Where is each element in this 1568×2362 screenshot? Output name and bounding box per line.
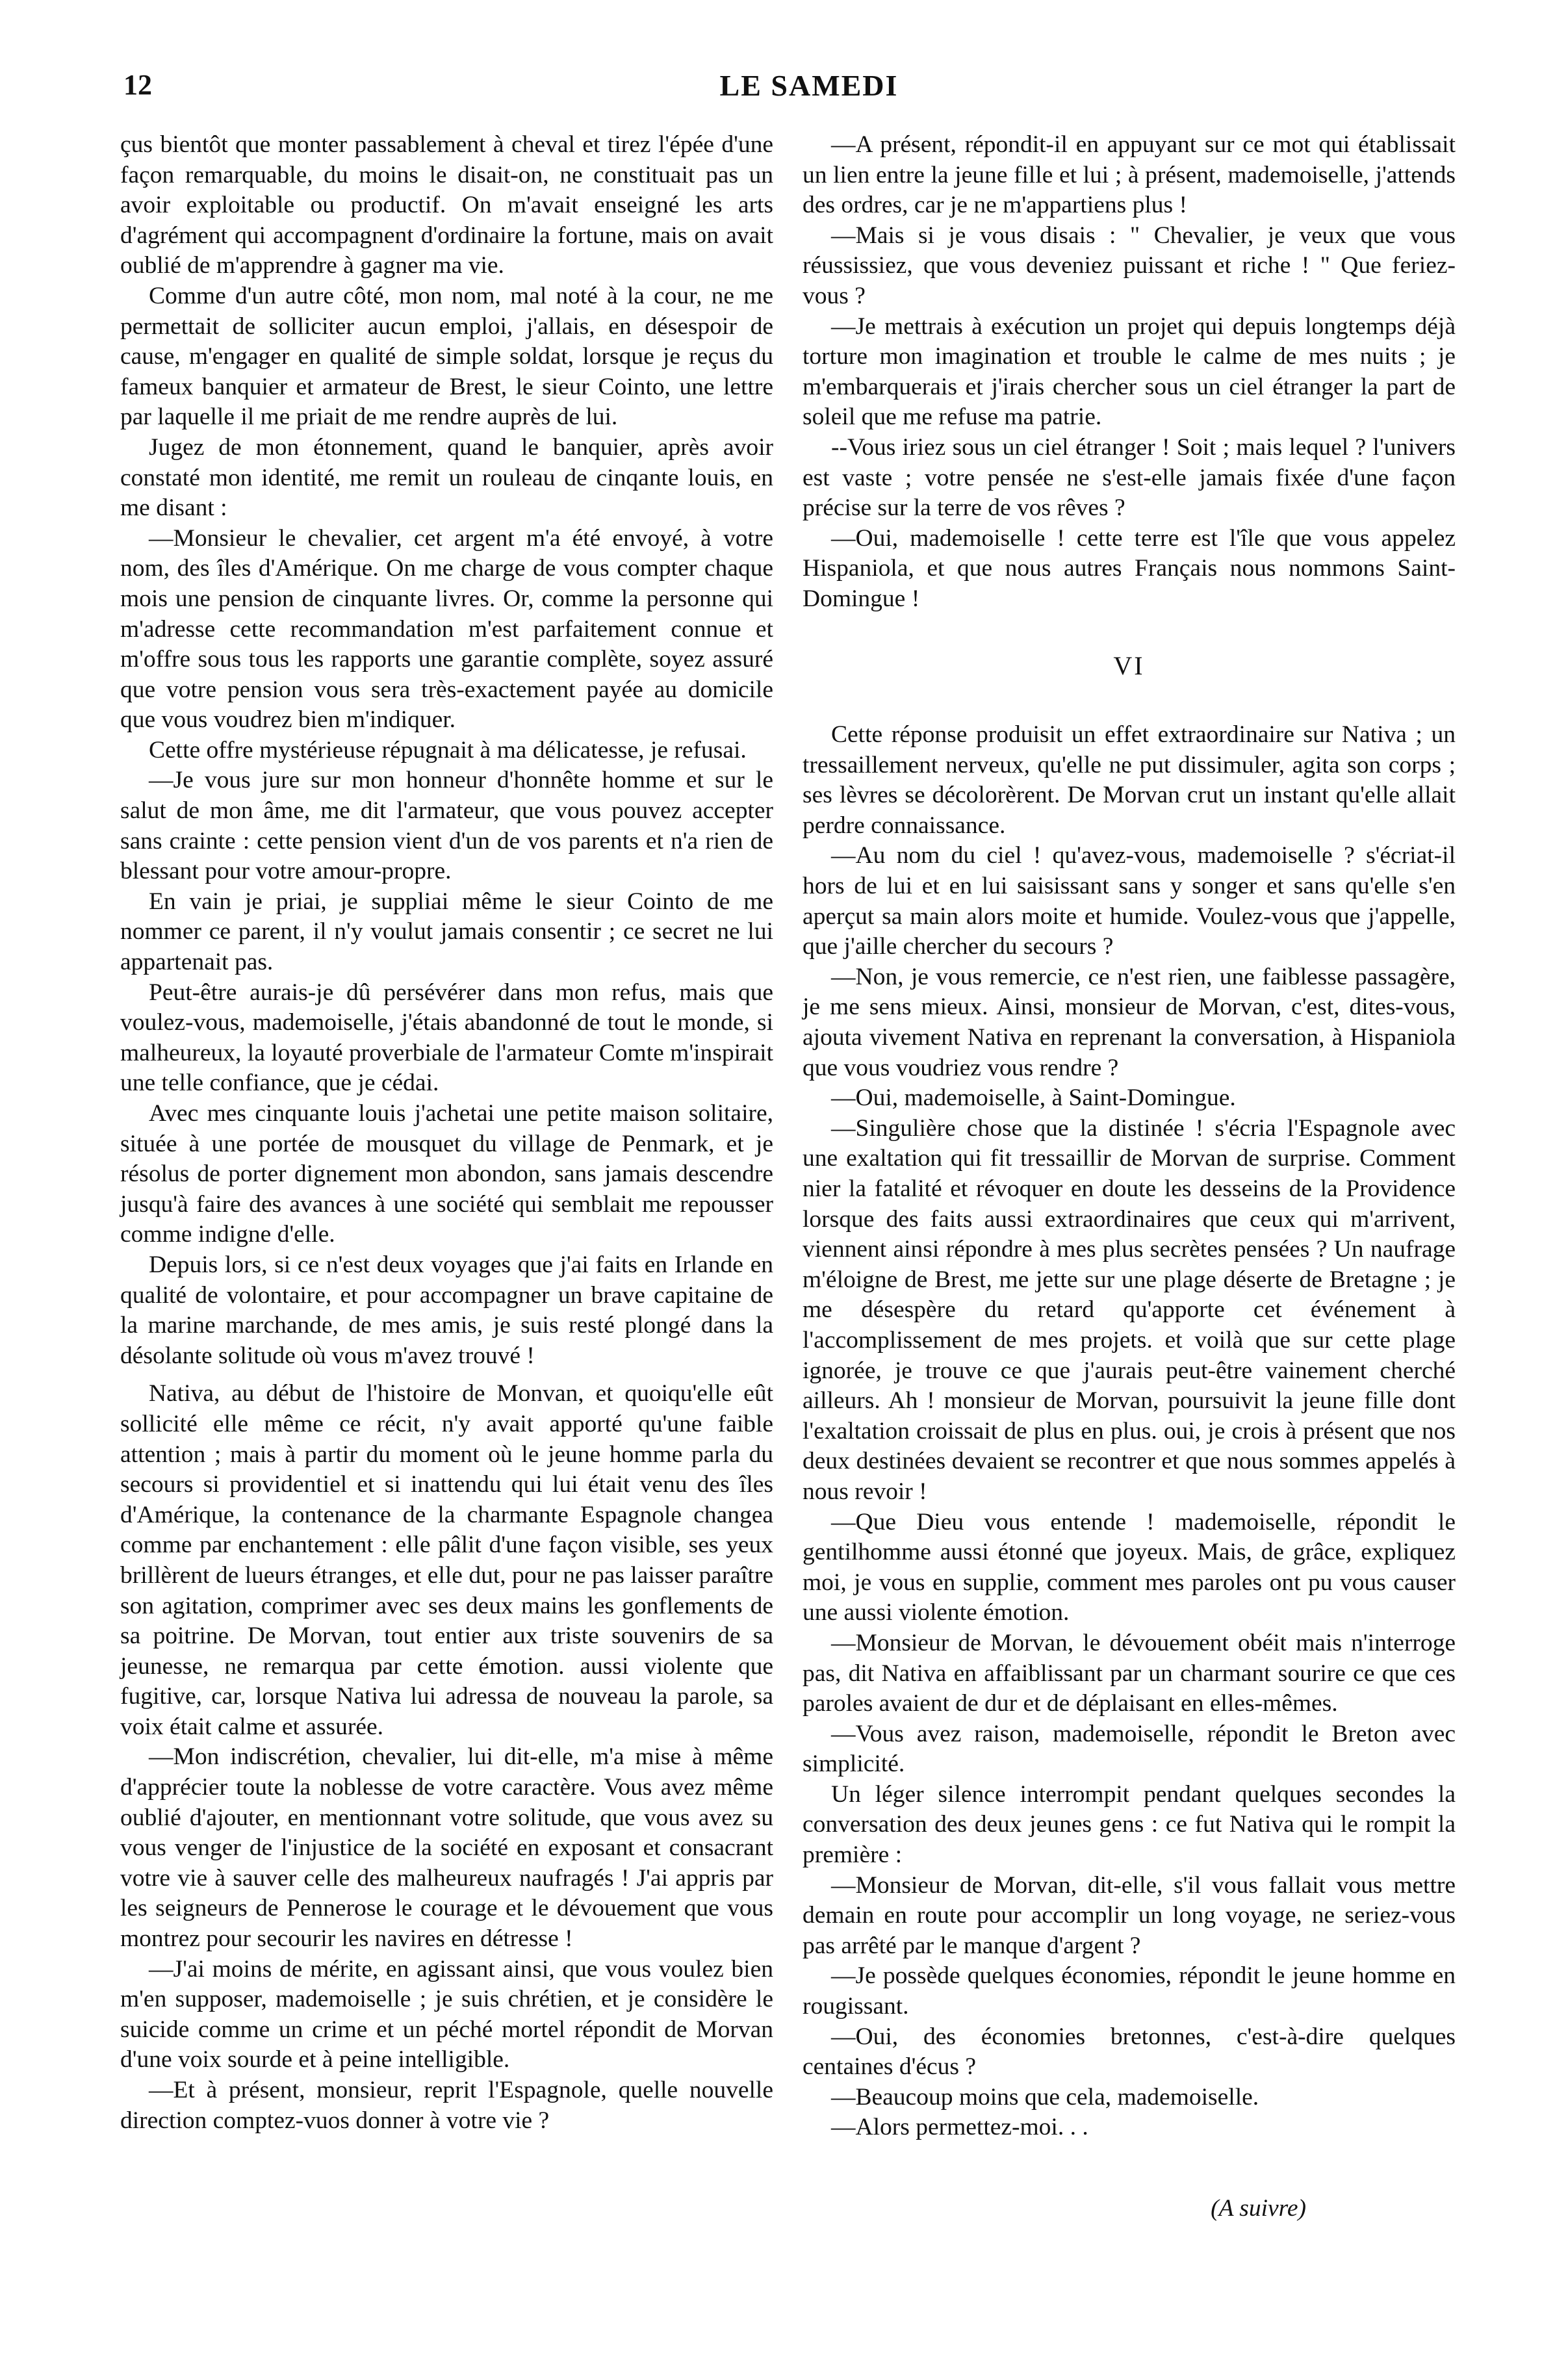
paragraph: —Monsieur de Morvan, dit-elle, s'il vous fallait vous mettre demain en route pour accomplir un long voyage, ne seriez-vous pas arrêté par le manque d'argent ?	[803, 1871, 1456, 1959]
paragraph: —J'ai moins de mérite, en agissant ainsi, que vous voulez bien m'en supposer, mademoiselle ; je suis chrétien, et je considère le suicide comme un crime et un péché mortel répondit de Morvan d'une voix sourde et à peine intelligible.	[120, 1955, 773, 2073]
paragraph: —Je possède quelques économies, répondit le jeune homme en rougissant.	[803, 1962, 1456, 2020]
paragraph: Depuis lors, si ce n'est deux voyages que j'ai faits en Irlande en qualité de volontaire, et pour accompagner un brave capitaine de la marine marchande, de mes amis, je suis resté plongé dans la désolante solitude où vous m'avez trouvé !	[120, 1251, 773, 1369]
paragraph: Jugez de mon étonnement, quand le banquier, après avoir constaté mon identité, me remit un rouleau de cinqante louis, en me disant :	[120, 433, 773, 522]
right-column	[803, 130, 1456, 2224]
paragraph: —Et à présent, monsieur, reprit l'Espagnole, quelle nouvelle direction comptez-vuos donner à votre vie ?	[120, 2077, 773, 2134]
paragraph: —Singulière chose que la distinée ! s'écria l'Espagnole avec une exaltation qui fit tressaillir de Morvan de surprise. Comment nier la fatalité et révoquer en doute les desseins de la Providence lorsque des faits aussi extraordinaires que ceux qui m'arrivent, viennent ainsi répondre à mes plus secrètes pensées ? Un naufrage m'éloigne de Brest, me jette sur une plage déserte de Bretagne ; je me désespère du retard qu'apporte cet événement à l'accomplissement de mes projets. et voilà que sur cette plage ignorée, je trouve ce que j'aurais peut-être vainement cherché ailleurs. Ah ! monsieur de Morvan, poursuivit la jeune fille dont l'exaltation croissait de plus en plus. oui, je crois à présent que nos deux destinées devaient se recontrer et que nous sommes appelés à nous revoir !	[803, 1114, 1456, 1505]
paragraph: —Mais si je vous disais : " Chevalier, je veux que vous réussissiez, que vous deveniez puissant et riche ! " Que feriez-vous ?	[803, 222, 1456, 309]
paragraph: —Je vous jure sur mon honneur d'honnête homme et sur le salut de mon âme, me dit l'armateur, que vous pouvez accepter sans crainte : cette pension vient d'un de vos parents et n'a rien de blessant pour votre amour-propre.	[120, 767, 773, 885]
paragraph: —Alors permettez-moi. . .	[831, 2114, 1088, 2141]
running-title: LE SAMEDI	[719, 69, 899, 102]
paragraph: —Mon indiscrétion, chevalier, lui dit-elle, m'a mise à même d'apprécier toute la noblesse de votre caractère. Vous avez même oublié d'ajouter, en mentionnant votre solitude, que vous avez su vous venger de l'injustice de la société en exposant et consacrant votre vie à sauver celle des malheureux naufragés ! J'ai appris par les seigneurs de Pennerose le courage et le dévouement que vous montrez pour secourir les navires en détresse !	[120, 1743, 773, 1953]
paragraph: --Vous iriez sous un ciel étranger ! Soit ; mais lequel ? l'univers est vaste ; votre pensée ne s'est-elle jamais fixée d'une façon précise sur la terre de vos rêves ?	[803, 433, 1456, 522]
paragraph: —Oui, des économies bretonnes, c'est-à-dire quelques centaines d'écus ?	[803, 2023, 1456, 2081]
paragraph: —Monsieur le chevalier, cet argent m'a été envoyé, à votre nom, des îles d'Amérique. On me charge de vous compter chaque mois une pension de cinquante livres. Or, comme la personne qui m'adresse cette recommandation m'est parfaitement connue et m'offre sous tous les rapports une garantie complète, soyez assuré que votre pension vous sera très-exactement payée au domicile que vous voudrez bien m'indiquer.	[120, 524, 773, 734]
paragraph: Avec mes cinquante louis j'achetai une petite maison solitaire, située à une portée de mousquet du village de Penmark, et je résolus de porter dignement mon abondon, sans jamais descendre jusqu'à faire des avances à une société qui semblait me repousser comme indigne d'elle.	[120, 1100, 773, 1248]
paragraph: —A présent, répondit-il en appuyant sur ce mot qui établissait un lien entre la jeune fille et lui ; à présent, mademoiselle, j'attends des ordres, car je ne m'appartiens plus !	[803, 131, 1456, 219]
left-column	[120, 130, 773, 2136]
paragraph: çus bientôt que monter passablement à cheval et tirez l'épée d'une façon remarquable, du moins le disait-on, ne constituait pas un avoir exploitable ou productif. On m'avait enseigné les arts d'agrément qui accompagnent d'ordinaire la fortune, mais on avait oublié de m'apprendre à gagner ma vie.	[120, 131, 773, 279]
paragraph: Cette réponse produisit un effet extraordinaire sur Nativa ; un tressaillement nerveux, qu'elle ne put dissimuler, agita son corps ; ses lèvres se décolorèrent. De Morvan crut un instant qu'elle allait perdre connaissance.	[803, 721, 1456, 839]
paragraph: —Que Dieu vous entende ! mademoiselle, répondit le gentilhomme aussi étonné que joyeux. Mais, de grâce, expliquez moi, je vous en supplie, comment mes paroles ont pu vous causer une aussi violente émotion.	[803, 1508, 1456, 1626]
paragraph: Peut-être aurais-je dû persévérer dans mon refus, mais que voulez-vous, mademoiselle, j'étais abandonné de tout le monde, si malheureux, la loyauté proverbiale de l'armateur Comte m'inspirait une telle confiance, que je cédai.	[120, 979, 773, 1097]
chapter-heading: VI	[1113, 650, 1145, 680]
paragraph: Un léger silence interrompit pendant quelques secondes la conversation des deux jeunes gens : ce fut Nativa qui le rompit la première :	[803, 1780, 1456, 1869]
paragraph: —Oui, mademoiselle ! cette terre est l'île que vous appelez Hispaniola, et que nous autres Français nous nommons Saint-Domingue !	[803, 524, 1456, 612]
to-be-continued: (A suivre)	[1211, 2195, 1306, 2222]
paragraph: —Monsieur de Morvan, le dévouement obéit mais n'interroge pas, dit Nativa en affaiblissant par un charmant sourire ce que ces paroles avaient de dur et de déplaisant en elles-mêmes.	[803, 1629, 1456, 1717]
page-header	[123, 68, 1495, 120]
paragraph: —Non, je vous remercie, ce n'est rien, une faiblesse passagère, je me sens mieux. Ainsi, monsieur de Morvan, c'est, dites-vous, ajouta vivement Nativa en reprenant la conversation, à Hispaniola que vous voudriez vous rendre ?	[803, 963, 1456, 1081]
paragraph: Nativa, au début de l'histoire de Monvan, et quoiqu'elle eût sollicité elle même ce récit, n'y avait apporté qu'une faible attention ; mais à partir du moment où le jeune homme parla du secours si providentiel et si inattendu qui lui était venu des îles d'Amérique, la contenance de la charmante Espagnole changea comme par enchantement : elle pâlit d'une façon visible, ses yeux brillèrent de lueurs étranges, et elle dut, pour ne pas laisser paraître son agitation, comprimer avec ses deux mains les gonflements de sa poitrine. De Morvan, tout entier aux triste souvenirs de sa jeunesse, ne remarqua par cette émotion. aussi violente que fugitive, car, lorsque Nativa lui adressa de nouveau la parole, sa voix était calme et assurée.	[120, 1380, 773, 1740]
paragraph: —Vous avez raison, mademoiselle, répondit le Breton avec simplicité.	[803, 1720, 1456, 1778]
page-number: 12	[123, 69, 152, 101]
paragraph: —Je mettrais à exécution un projet qui depuis longtemps déjà torture mon imagination et trouble le calme de mes nuits ; je m'embarquerais et j'irais chercher sous un ciel étranger la part de soleil que me refuse ma patrie.	[803, 313, 1456, 431]
paragraph: Comme d'un autre côté, mon nom, mal noté à la cour, ne me permettait de solliciter aucun emploi, j'allais, en désespoir de cause, m'engager en qualité de simple soldat, lorsque je reçus du fameux banquier et armateur de Brest, le sieur Cointo, une lettre par laquelle il me priait de me rendre auprès de lui.	[120, 282, 773, 431]
paragraph: —Oui, mademoiselle, à Saint-Domingue.	[831, 1085, 1236, 1112]
paragraph: —Au nom du ciel ! qu'avez-vous, mademoiselle ? s'écriat-il hors de lui et en lui saisissant sans y songer et sans qu'elle s'en aperçut sa main alors moite et humide. Voulez-vous que j'appelle, que j'aille chercher du secours ?	[803, 842, 1456, 960]
paragraph: —Beaucoup moins que cela, mademoiselle.	[831, 2083, 1259, 2111]
paragraph: En vain je priai, je suppliai même le sieur Cointo de me nommer ce parent, il n'y voulut jamais consentir ; ce secret ne lui appartenait pas.	[120, 888, 773, 976]
paragraph: Cette offre mystérieuse répugnait à ma délicatesse, je refusai.	[149, 736, 747, 764]
